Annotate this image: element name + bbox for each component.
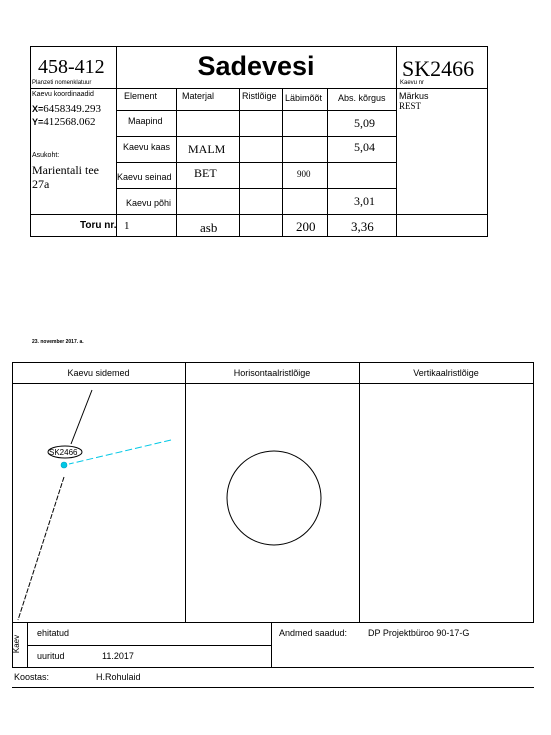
row-element: Kaevu seinad [117, 172, 172, 182]
row-element: Kaevu põhi [126, 198, 172, 208]
row-abs-height: 5,04 [354, 140, 375, 154]
col-header-material: Materjal [182, 91, 215, 101]
source-label: Andmed saadud: [279, 628, 348, 638]
x-value: 6458349.293 [43, 103, 102, 115]
row-element: Maapind [128, 116, 163, 126]
row-material: BET [194, 166, 217, 180]
well-number-label: Kaevu nr [400, 80, 425, 86]
source-value: DP Projektbüroo 90-17-G [368, 628, 470, 638]
pipe-diameter: 200 [296, 219, 316, 234]
row-abs-height: 3,01 [354, 194, 375, 208]
y-value: 412568.062 [43, 116, 96, 128]
col-header-abs-height: Abs. kõrgus [338, 93, 386, 103]
well-symbol [61, 462, 67, 468]
document-date: 23. november 2017. a. [32, 339, 84, 345]
built-label: ehitatud [37, 628, 70, 638]
upstream-pipe-line [71, 390, 92, 444]
well-cross-section-circle [227, 451, 321, 545]
nomenclature-value: 458-412 [38, 56, 105, 78]
location-line1: Marientali tee [32, 163, 99, 177]
coords-label: Kaevu koordinaadid [32, 91, 94, 98]
surveyed-label: uuritud [37, 651, 65, 661]
x-label: X= [32, 104, 44, 114]
well-side-label [12, 629, 26, 659]
location-label: Asukoht: [32, 152, 60, 159]
pipe-material: asb [200, 220, 218, 235]
page-title: Sadevesi [197, 51, 315, 81]
row-abs-height: 5,09 [354, 116, 375, 130]
horizontal-section-drawing [186, 384, 359, 622]
y-label: Y= [32, 117, 44, 127]
drawing-title-vertical: Vertikaalristlõige [413, 368, 479, 378]
surveyed-value: 11.2017 [102, 651, 134, 661]
y-coordinate [32, 116, 96, 128]
col-header-cross-section: Ristlõige [242, 91, 277, 101]
col-header-element: Element [124, 91, 158, 101]
connections-sketch [13, 384, 185, 622]
pipe-number: 1 [124, 220, 130, 232]
drawing-title-horizontal: Horisontaalristlõige [233, 368, 311, 378]
nomenclature-label: Planzeti nomenklatuur [32, 80, 92, 86]
pipe-label: Toru nr. [80, 220, 117, 231]
compiled-label: Koostas: [14, 672, 50, 682]
downstream-pipe-line [18, 477, 64, 620]
drawing-title-connections: Kaevu sidemed [67, 368, 130, 378]
pipe-abs-height: 3,36 [351, 219, 374, 234]
row-diameter: 900 [297, 169, 311, 179]
note-value: REST [399, 101, 422, 111]
well-label: SK2466 [49, 448, 78, 457]
col-header-note: Märkus [399, 91, 429, 101]
compiled-value: H.Rohulaid [96, 672, 141, 682]
well-number: SK2466 [402, 56, 475, 81]
row-element: Kaevu kaas [123, 142, 171, 152]
x-coordinate [32, 103, 101, 115]
rainwater-pipe-line [69, 440, 171, 464]
well-side-label-text: Kaev [12, 634, 21, 654]
location-line2: 27a [32, 177, 50, 191]
row-material: MALM [188, 142, 226, 156]
col-header-diameter: Läbimõõt [285, 93, 323, 103]
